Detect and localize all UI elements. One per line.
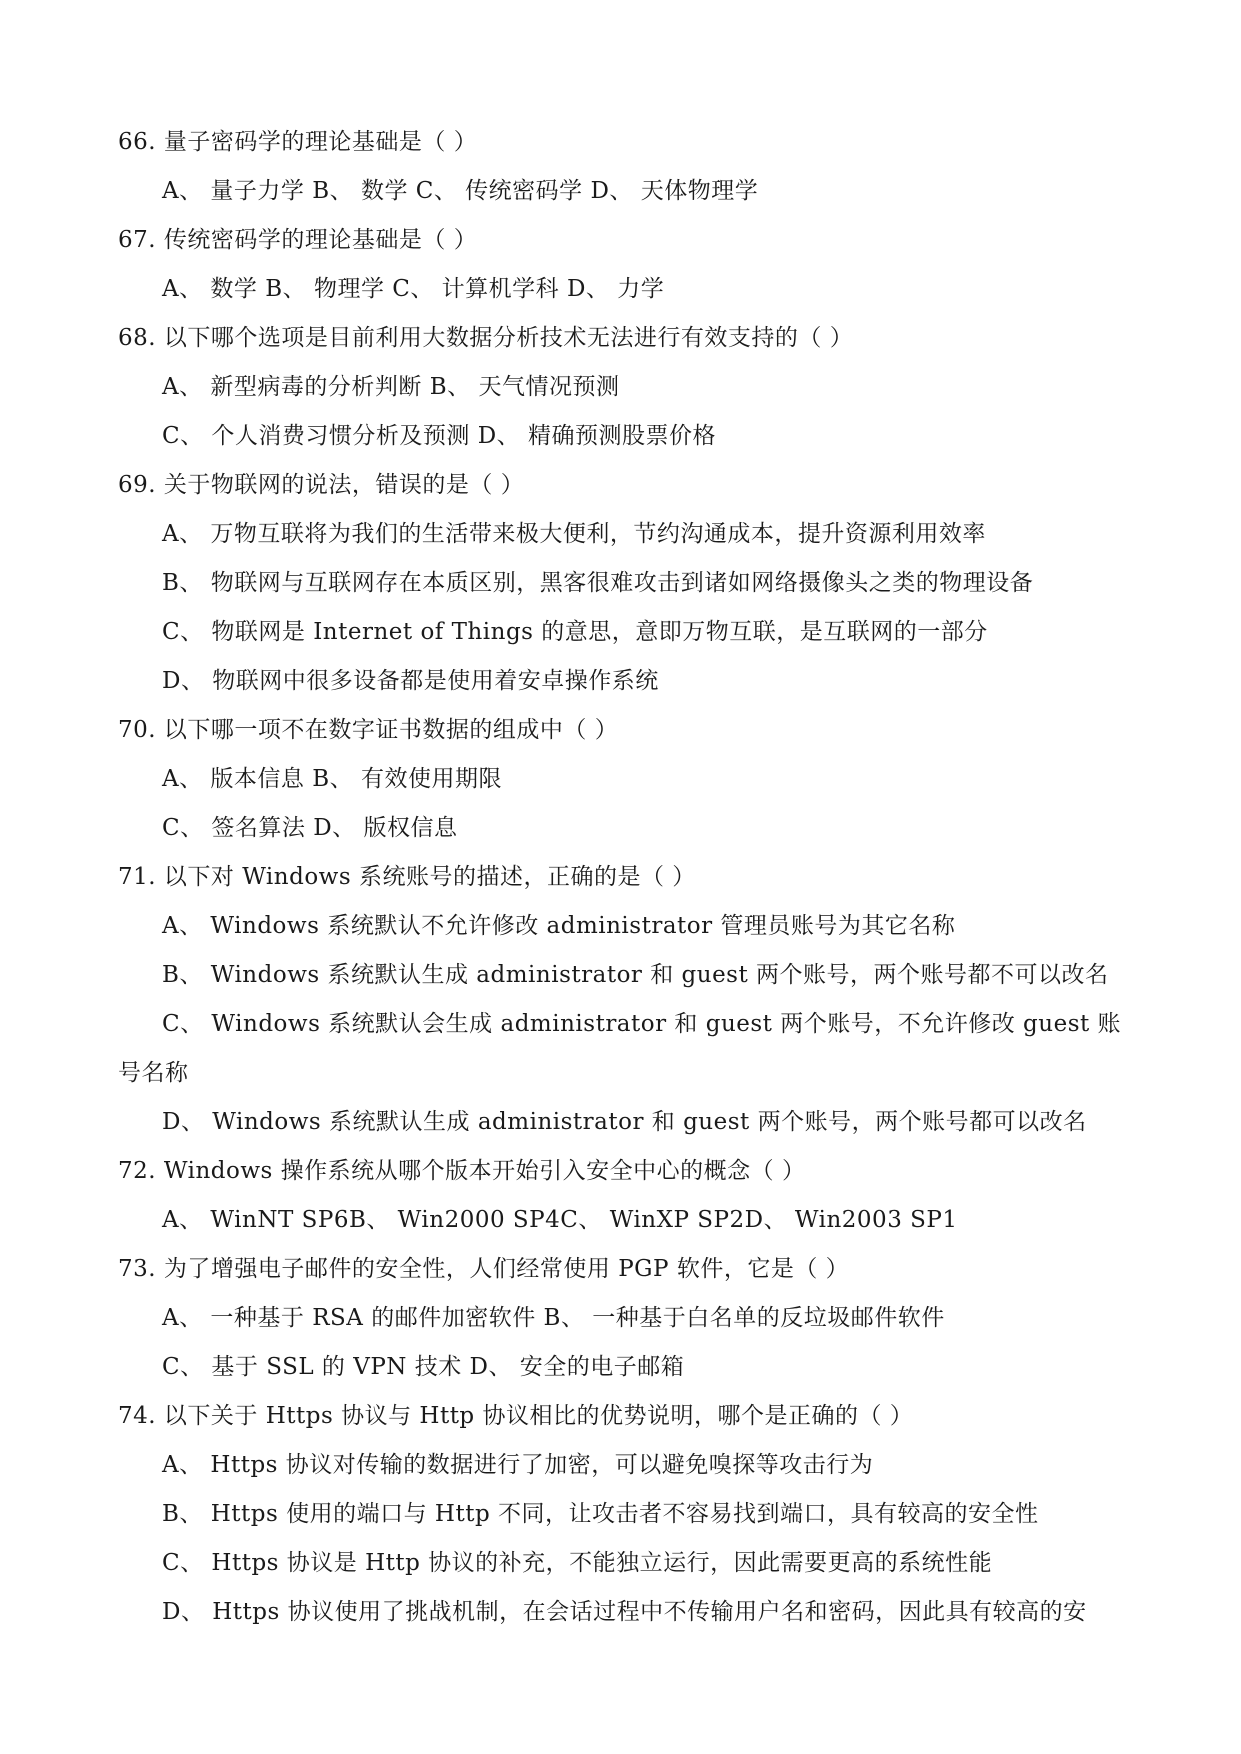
question-71-option-b: B、 Windows 系统默认生成 administrator 和 guest 两个账号，两个账号都不可以改名: [162, 962, 1109, 988]
question-74-option-b: B、 Https 使用的端口与 Http 不同，让攻击者不容易找到端口，具有较高的安全性: [162, 1501, 1039, 1527]
question-70-options-ab: A、 版本信息 B、 有效使用期限: [162, 766, 502, 792]
question-71-option-d: D、 Windows 系统默认生成 administrator 和 guest 两个账号，两个账号都可以改名: [162, 1109, 1087, 1135]
question-69-option-c: C、 物联网是 Internet of Things 的意思，意即万物互联，是互联网的一部分: [162, 619, 988, 645]
question-71-option-c-continued: 号名称: [118, 1060, 189, 1086]
question-73-options-ab: A、 一种基于 RSA 的邮件加密软件 B、 一种基于白名单的反垃圾邮件软件: [162, 1305, 945, 1331]
question-69-option-a: A、 万物互联将为我们的生活带来极大便利，节约沟通成本，提升资源利用效率: [162, 521, 986, 547]
question-67-stem: 67. 传统密码学的理论基础是（ ）: [118, 227, 478, 253]
question-67-options: A、 数学 B、 物理学 C、 计算机学科 D、 力学: [162, 276, 665, 302]
question-70-options-cd: C、 签名算法 D、 版权信息: [162, 815, 458, 841]
question-72-options: A、 WinNT SP6B、 Win2000 SP4C、 WinXP SP2D、 Win2003 SP1: [162, 1207, 958, 1233]
question-74-option-d: D、 Https 协议使用了挑战机制，在会话过程中不传输用户名和密码，因此具有较高的安: [162, 1599, 1087, 1625]
question-list: [118, 118, 1128, 1637]
question-70-stem: 70. 以下哪一项不在数字证书数据的组成中（ ）: [118, 717, 619, 743]
question-69-option-b: B、 物联网与互联网存在本质区别，黑客很难攻击到诸如网络摄像头之类的物理设备: [162, 570, 1034, 596]
question-74-option-c: C、 Https 协议是 Http 协议的补充，不能独立运行，因此需要更高的系统性能: [162, 1550, 993, 1576]
question-68-options-ab: A、 新型病毒的分析判断 B、 天气情况预测: [162, 374, 620, 400]
question-71-option-c: C、 Windows 系统默认会生成 administrator 和 guest 两个账号，不允许修改 guest 账: [162, 1011, 1122, 1037]
question-68-stem: 68. 以下哪个选项是目前利用大数据分析技术无法进行有效支持的（ ）: [118, 325, 854, 351]
question-66-stem: 66. 量子密码学的理论基础是（ ）: [118, 129, 478, 155]
question-69-stem: 69. 关于物联网的说法，错误的是（ ）: [118, 472, 525, 498]
question-68-options-cd: C、 个人消费习惯分析及预测 D、 精确预测股票价格: [162, 423, 716, 449]
question-73-options-cd: C、 基于 SSL 的 VPN 技术 D、 安全的电子邮箱: [162, 1354, 685, 1380]
question-73-stem: 73. 为了增强电子邮件的安全性，人们经常使用 PGP 软件，它是（ ）: [118, 1256, 850, 1282]
question-69-option-d: D、 物联网中很多设备都是使用着安卓操作系统: [162, 668, 659, 694]
question-66-options: A、 量子力学 B、 数学 C、 传统密码学 D、 天体物理学: [162, 178, 759, 204]
question-71-stem: 71. 以下对 Windows 系统账号的描述，正确的是（ ）: [118, 864, 696, 890]
question-71-option-a: A、 Windows 系统默认不允许修改 administrator 管理员账号为其它名称: [162, 913, 956, 939]
question-74-stem: 74. 以下关于 Https 协议与 Http 协议相比的优势说明，哪个是正确的（ ）: [118, 1403, 914, 1429]
question-72-stem: 72. Windows 操作系统从哪个版本开始引入安全中心的概念（ ）: [118, 1158, 806, 1184]
question-74-option-a: A、 Https 协议对传输的数据进行了加密，可以避免嗅探等攻击行为: [162, 1452, 874, 1478]
